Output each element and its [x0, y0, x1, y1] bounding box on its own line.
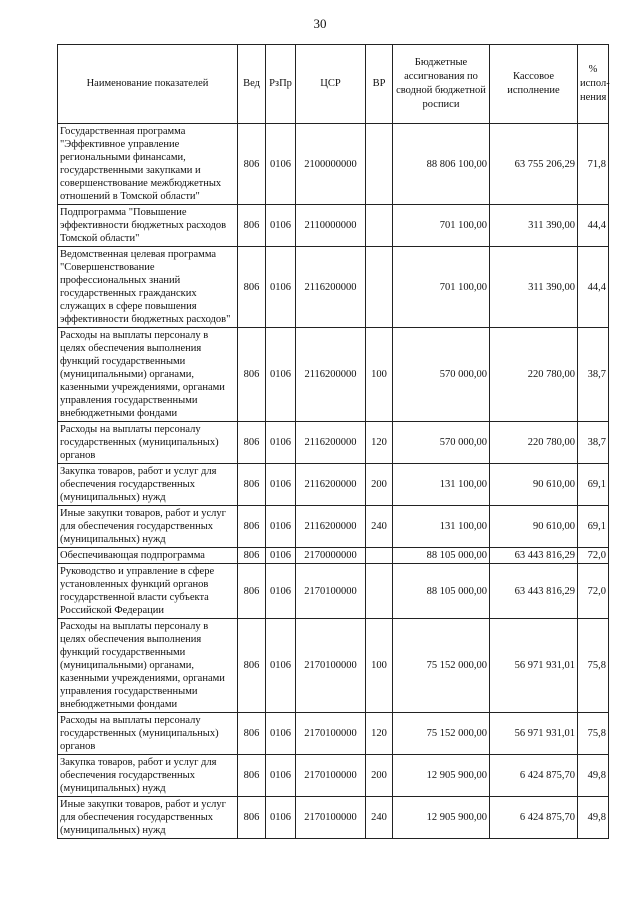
- row-ved: 806: [238, 713, 266, 755]
- row-pct: 72,0: [578, 564, 609, 619]
- header-vr: ВР: [366, 45, 393, 124]
- row-vr: 240: [366, 797, 393, 839]
- table-row: [58, 506, 609, 548]
- row-pct: 72,0: [578, 548, 609, 564]
- row-name: Расходы на выплаты персоналу государственных (муниципальных) органов: [58, 422, 238, 464]
- row-rzpr: 0106: [266, 328, 296, 422]
- row-cash: 90 610,00: [490, 464, 578, 506]
- header-name: Наименование показателей: [58, 45, 238, 124]
- row-rzpr: 0106: [266, 564, 296, 619]
- row-budget: 12 905 900,00: [393, 755, 490, 797]
- row-name: Ведомственная целевая программа "Совершенствование профессиональных знаний государственных гражданских служащих в сфере повышения эффективности бюджетных расходов": [58, 247, 238, 328]
- row-budget: 131 100,00: [393, 464, 490, 506]
- row-name: Иные закупки товаров, работ и услуг для обеспечения государственных (муниципальных) нужд: [58, 797, 238, 839]
- row-pct: 75,8: [578, 619, 609, 713]
- row-pct: 75,8: [578, 713, 609, 755]
- row-cash: 311 390,00: [490, 205, 578, 247]
- row-pct: 44,4: [578, 205, 609, 247]
- row-vr: 100: [366, 328, 393, 422]
- row-vr: 120: [366, 422, 393, 464]
- row-csr: 2170000000: [296, 548, 366, 564]
- row-csr: 2170100000: [296, 564, 366, 619]
- row-pct: 69,1: [578, 464, 609, 506]
- row-vr: [366, 124, 393, 205]
- row-pct: 44,4: [578, 247, 609, 328]
- row-name: Государственная программа "Эффективное управление региональными финансами, государственными закупками и совершенствование межбюджетных отношений в Томской области": [58, 124, 238, 205]
- row-rzpr: 0106: [266, 422, 296, 464]
- row-name: Иные закупки товаров, работ и услуг для обеспечения государственных (муниципальных) нужд: [58, 506, 238, 548]
- row-csr: 2116200000: [296, 422, 366, 464]
- row-csr: 2170100000: [296, 619, 366, 713]
- row-vr: 240: [366, 506, 393, 548]
- row-ved: 806: [238, 548, 266, 564]
- row-pct: 69,1: [578, 506, 609, 548]
- row-cash: 56 971 931,01: [490, 713, 578, 755]
- table-row: [58, 755, 609, 797]
- row-vr: [366, 548, 393, 564]
- row-vr: [366, 564, 393, 619]
- table-row: [58, 247, 609, 328]
- row-rzpr: 0106: [266, 124, 296, 205]
- row-rzpr: 0106: [266, 205, 296, 247]
- row-budget: 131 100,00: [393, 506, 490, 548]
- page-number: 30: [313, 16, 327, 31]
- row-csr: 2170100000: [296, 713, 366, 755]
- row-rzpr: 0106: [266, 797, 296, 839]
- row-csr: 2100000000: [296, 124, 366, 205]
- row-ved: 806: [238, 205, 266, 247]
- row-vr: [366, 205, 393, 247]
- row-csr: 2116200000: [296, 247, 366, 328]
- row-name: Расходы на выплаты персоналу в целях обеспечения выполнения функций государственными (муниципальными) органами, казенными учреждениями, органами управления государственными внебюджетными фондами: [58, 328, 238, 422]
- row-ved: 806: [238, 564, 266, 619]
- row-budget: 88 105 000,00: [393, 548, 490, 564]
- row-name: Закупка товаров, работ и услуг для обеспечения государственных (муниципальных) нужд: [58, 464, 238, 506]
- row-budget: 88 806 100,00: [393, 124, 490, 205]
- row-rzpr: 0106: [266, 506, 296, 548]
- table-row: [58, 328, 609, 422]
- row-cash: 90 610,00: [490, 506, 578, 548]
- row-budget: 75 152 000,00: [393, 713, 490, 755]
- row-name: Обеспечивающая подпрограмма: [58, 548, 238, 564]
- row-cash: 63 443 816,29: [490, 564, 578, 619]
- row-cash: 6 424 875,70: [490, 797, 578, 839]
- row-csr: 2110000000: [296, 205, 366, 247]
- table-row: [58, 797, 609, 839]
- row-ved: 806: [238, 464, 266, 506]
- table-header-row: [58, 45, 609, 124]
- row-ved: 806: [238, 797, 266, 839]
- row-budget: 570 000,00: [393, 422, 490, 464]
- row-budget: 75 152 000,00: [393, 619, 490, 713]
- table-row: [58, 548, 609, 564]
- row-pct: 49,8: [578, 755, 609, 797]
- table-row: [58, 124, 609, 205]
- table-row: [58, 619, 609, 713]
- row-budget: 701 100,00: [393, 247, 490, 328]
- row-cash: 63 443 816,29: [490, 548, 578, 564]
- row-vr: 200: [366, 464, 393, 506]
- row-csr: 2116200000: [296, 506, 366, 548]
- row-csr: 2116200000: [296, 328, 366, 422]
- budget-table: [57, 44, 609, 839]
- row-cash: 311 390,00: [490, 247, 578, 328]
- header-rzpr: РзПр: [266, 45, 296, 124]
- row-cash: 56 971 931,01: [490, 619, 578, 713]
- row-pct: 38,7: [578, 422, 609, 464]
- row-rzpr: 0106: [266, 247, 296, 328]
- header-ved: Вед: [238, 45, 266, 124]
- row-ved: 806: [238, 506, 266, 548]
- row-pct: 38,7: [578, 328, 609, 422]
- row-vr: [366, 247, 393, 328]
- row-ved: 806: [238, 247, 266, 328]
- row-budget: 88 105 000,00: [393, 564, 490, 619]
- header-budget: Бюджетные ассигнования по сводной бюджетной росписи: [393, 45, 490, 124]
- row-budget: 12 905 900,00: [393, 797, 490, 839]
- row-name: Расходы на выплаты персоналу в целях обеспечения выполнения функций государственными (муниципальными) органами, казенными учреждениями, органами управления государственными внебюджетными фондами: [58, 619, 238, 713]
- row-csr: 2170100000: [296, 755, 366, 797]
- row-budget: 570 000,00: [393, 328, 490, 422]
- row-csr: 2170100000: [296, 797, 366, 839]
- row-name: Расходы на выплаты персоналу государственных (муниципальных) органов: [58, 713, 238, 755]
- row-name: Руководство и управление в сфере установленных функций органов государственной власти субъекта Российской Федерации: [58, 564, 238, 619]
- row-vr: 120: [366, 713, 393, 755]
- header-cash: Кассовое исполнение: [490, 45, 578, 124]
- row-rzpr: 0106: [266, 548, 296, 564]
- row-rzpr: 0106: [266, 464, 296, 506]
- row-ved: 806: [238, 422, 266, 464]
- row-rzpr: 0106: [266, 619, 296, 713]
- row-cash: 220 780,00: [490, 422, 578, 464]
- row-rzpr: 0106: [266, 713, 296, 755]
- header-csr: ЦСР: [296, 45, 366, 124]
- table-row: [58, 422, 609, 464]
- row-ved: 806: [238, 619, 266, 713]
- row-vr: 100: [366, 619, 393, 713]
- row-rzpr: 0106: [266, 755, 296, 797]
- row-vr: 200: [366, 755, 393, 797]
- row-cash: 220 780,00: [490, 328, 578, 422]
- table-row: [58, 205, 609, 247]
- table-row: [58, 564, 609, 619]
- row-budget: 701 100,00: [393, 205, 490, 247]
- header-pct: % испол-нения: [578, 45, 609, 124]
- row-cash: 6 424 875,70: [490, 755, 578, 797]
- row-ved: 806: [238, 328, 266, 422]
- row-name: Подпрограмма "Повышение эффективности бюджетных расходов Томской области": [58, 205, 238, 247]
- row-ved: 806: [238, 124, 266, 205]
- table-row: [58, 464, 609, 506]
- row-pct: 49,8: [578, 797, 609, 839]
- table-row: [58, 713, 609, 755]
- row-cash: 63 755 206,29: [490, 124, 578, 205]
- row-csr: 2116200000: [296, 464, 366, 506]
- row-name: Закупка товаров, работ и услуг для обеспечения государственных (муниципальных) нужд: [58, 755, 238, 797]
- row-pct: 71,8: [578, 124, 609, 205]
- row-ved: 806: [238, 755, 266, 797]
